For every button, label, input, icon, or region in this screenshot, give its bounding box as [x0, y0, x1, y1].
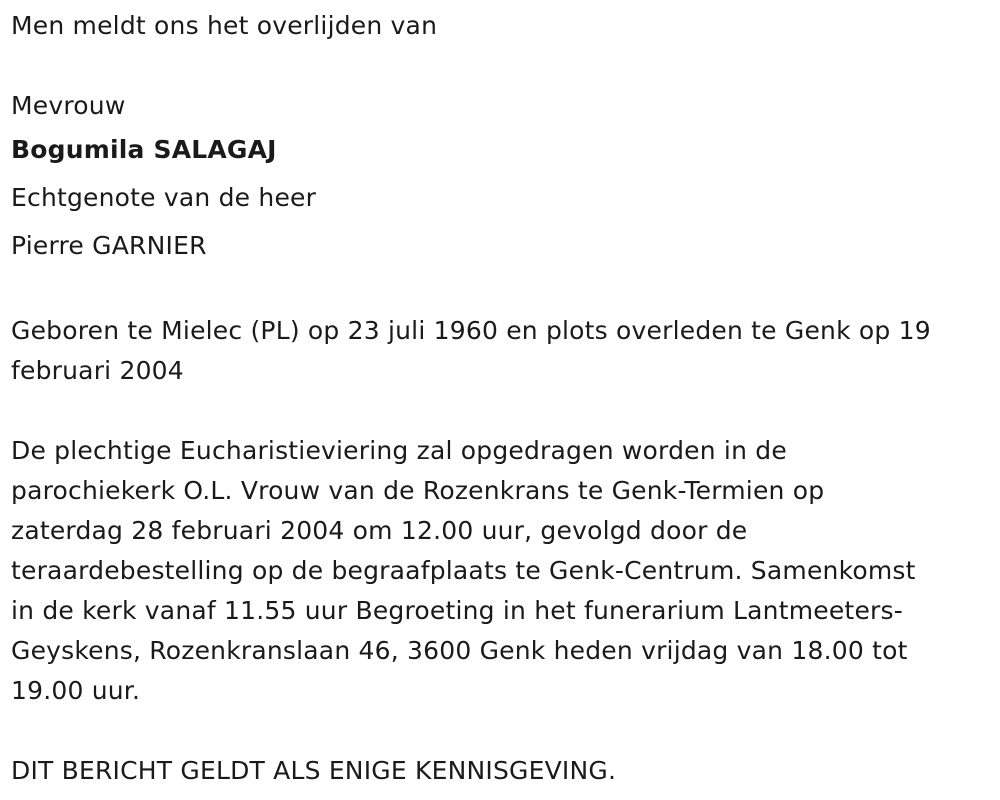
- service-line: teraardebestelling op de begraafplaats te Genk-Centrum. Samenkomst: [11, 556, 916, 585]
- spouse-name: Pierre GARNIER: [11, 231, 207, 260]
- service-line: Geyskens, Rozenkranslaan 46, 3600 Genk heden vrijdag van 18.00 tot: [11, 636, 908, 665]
- service-line: parochiekerk O.L. Vrouw van de Rozenkrans te Genk-Termien op: [11, 476, 825, 505]
- service-line: De plechtige Eucharistieviering zal opgedragen worden in de: [11, 436, 787, 465]
- service-paragraph: [11, 431, 986, 711]
- service-line: zaterdag 28 februari 2004 om 12.00 uur, gevolgd door de: [11, 516, 748, 545]
- deceased-name: Bogumila SALAGAJ: [11, 135, 277, 164]
- birth-death-text: Geboren te Mielec (PL) op 23 juli 1960 en plots overleden te Genk op 19 februari 2004: [11, 316, 931, 385]
- service-line: in de kerk vanaf 11.55 uur Begroeting in het funerarium Lantmeeters-: [11, 596, 903, 625]
- title-text: Mevrouw: [11, 91, 126, 120]
- intro-text: Men meldt ons het overlijden van: [11, 11, 438, 40]
- death-notice: [11, 0, 986, 791]
- spouse-label: Echtgenote van de heer: [11, 183, 317, 212]
- closing-statement: DIT BERICHT GELDT ALS ENIGE KENNISGEVING.: [11, 756, 617, 785]
- service-line: 19.00 uur.: [11, 676, 141, 705]
